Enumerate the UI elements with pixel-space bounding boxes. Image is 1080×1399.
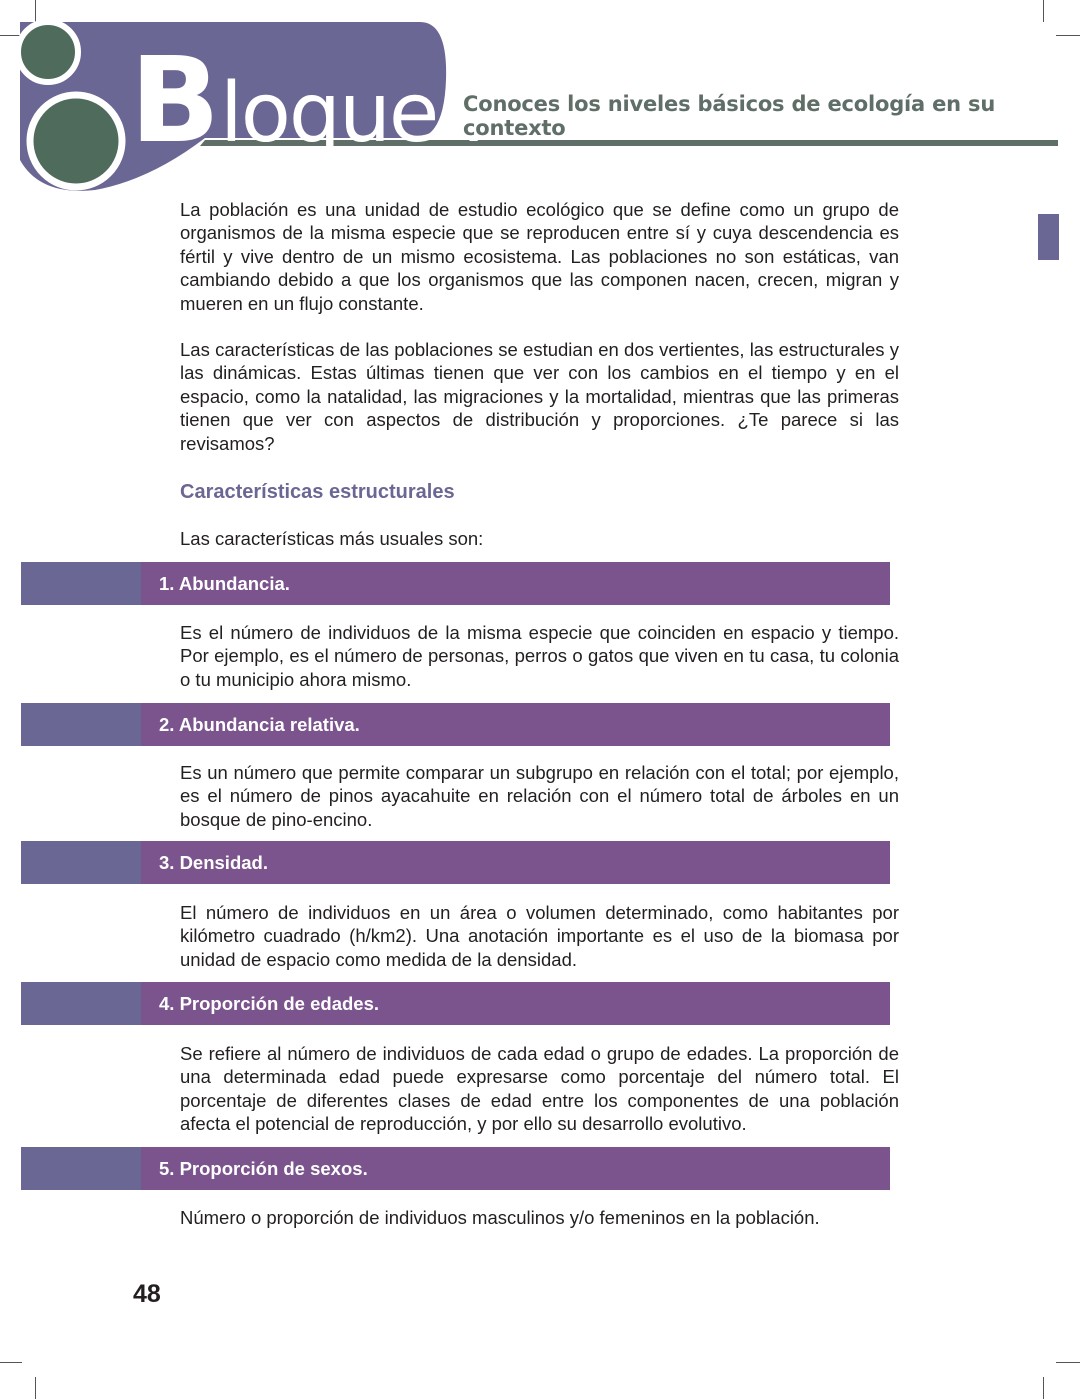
item-bar [21, 703, 890, 746]
item-text: Es el número de individuos de la misma especie que coinciden en espacio y tiempo. Por ejemplo, es el número de personas, perros o gatos que viven en tu casa, tu colonia o tu municipio ahora mismo. [180, 622, 899, 690]
crop-mark [0, 1362, 22, 1363]
decor-circle-large [30, 95, 122, 187]
lead-paragraph: Las características más usuales son: [180, 528, 484, 549]
item-text: Número o proporción de individuos masculinos y/o femeninos en la población. [180, 1207, 820, 1228]
section-heading: Características estructurales [180, 481, 455, 503]
crop-mark [35, 1377, 36, 1399]
page-number: 48 [133, 1280, 161, 1308]
item-title: 4. Proporción de edades. [141, 982, 890, 1025]
decor-circle-small [18, 22, 78, 82]
intro-paragraph-2: Las características de las poblaciones se estudian en dos vertientes, las estructurales y las dinámicas. Estas últimas tienen que ver con los cambios en el tiempo y en el espacio, como la natalidad, las migraciones y la mortalidad, mientras que las primeras tienen que ver con aspectos de distribución y proporciones. ¿Te parece si las revisamos? [180, 339, 899, 454]
item-bar [21, 982, 890, 1025]
item-title: 1. Abundancia. [141, 562, 890, 605]
item-title: 2. Abundancia relativa. [141, 703, 890, 746]
crop-mark [1056, 1362, 1080, 1363]
side-tab-marker [1038, 214, 1059, 260]
intro-paragraph-1: La población es una unidad de estudio ecológico que se define como un grupo de organismos de la misma especie que se reproducen entre sí y cuya descendencia es fértil y vive dentro de un mismo ecosistema. Las poblaciones no son estáticas, van cambiando debido a que los organismos que las componen nacen, crecen, migran y mueren en un flujo constante. [180, 199, 899, 314]
block-subtitle: Conoces los niveles básicos de ecología en su contexto [463, 92, 996, 140]
item-bar-tab [21, 703, 141, 746]
item-bar-tab [21, 841, 141, 884]
item-bar [21, 562, 890, 605]
crop-mark [1043, 1377, 1044, 1399]
item-bar [21, 841, 890, 884]
block-title [130, 31, 484, 169]
item-text: Es un número que permite comparar un subgrupo en relación con el total; por ejemplo, es el número de pinos ayacahuite en relación con el número total de árboles en un bosque de pino-encino. [180, 762, 899, 830]
item-title: 5. Proporción de sexos. [141, 1147, 890, 1190]
block-title-initial: B [130, 31, 220, 169]
item-text: El número de individuos en un área o volumen determinado, como habitantes por kilómetro cuadrado (h/km2). Una anotación importante es el uso de la biomasa por unidad de espacio como medida de la densidad. [180, 902, 899, 970]
item-text: Se refiere al número de individuos de cada edad o grupo de edades. La proporción de una determinada edad puede expresarse como porcentaje del número total. El porcentaje de diferentes clases de edad entre los componentes de una población afecta el potencial de reproducción, y por ello su desarrollo evolutivo. [180, 1043, 899, 1135]
item-bar [21, 1147, 890, 1190]
item-bar-tab [21, 562, 141, 605]
block-title-rest: loque I [219, 66, 484, 161]
item-title: 3. Densidad. [141, 841, 890, 884]
item-bar-tab [21, 982, 141, 1025]
item-bar-tab [21, 1147, 141, 1190]
